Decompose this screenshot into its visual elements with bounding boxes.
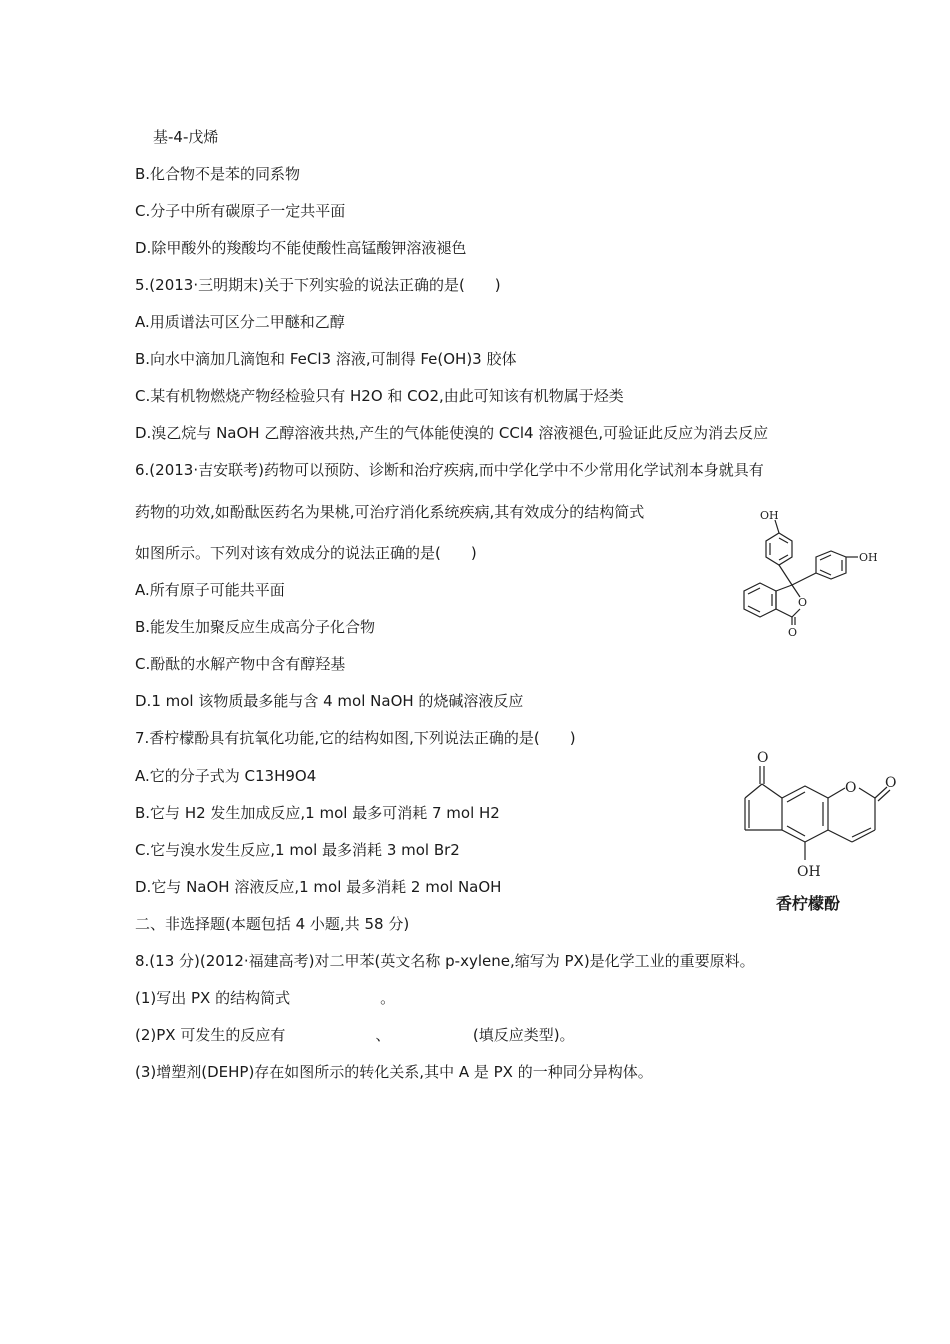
question-6: 6.(2013·吉安联考)药物可以预防、诊断和治疗疾病,而中学化学中不少常用化学试剂本身就具有 — [135, 461, 764, 479]
option-a: A.它的分子式为 C13H9O4 — [135, 767, 317, 785]
ketone-oxygen-label: O — [757, 750, 769, 766]
option-c: C.它与溴水发生反应,1 mol 最多消耗 3 mol Br2 — [135, 841, 460, 859]
option-c: C.某有机物燃烧产物经检验只有 H2O 和 CO2,由此可知该有机物属于烃类 — [135, 387, 624, 405]
section-heading: 二、非选择题(本题包括 4 小题,共 58 分) — [135, 915, 410, 933]
question-8: 8.(13 分)(2012·福建高考)对二甲苯(英文名称 p-xylene,缩写为 PX)是化学工业的重要原料。 — [135, 952, 755, 970]
option-b: B.向水中滴加几滴饱和 FeCl3 溶液,可制得 Fe(OH)3 胶体 — [135, 350, 517, 368]
hydroxyl-label: OH — [859, 551, 878, 564]
lactone-oxygen-label: O — [885, 775, 897, 791]
carbonyl-oxygen-label: O — [788, 626, 798, 639]
option-b: B.它与 H2 发生加成反应,1 mol 最多可消耗 7 mol H2 — [135, 804, 500, 822]
bergaptol-caption: 香柠檬酚 — [776, 894, 841, 913]
question-8-part-1: (1)写出 PX 的结构简式 。 — [135, 989, 396, 1007]
phenolphthalein-structure — [730, 505, 890, 645]
option-d: D.除甲酸外的羧酸均不能使酸性高锰酸钾溶液褪色 — [135, 239, 467, 257]
hydroxyl-label: OH — [760, 509, 779, 522]
option-d: D.1 mol 该物质最多能与含 4 mol NaOH 的烧碱溶液反应 — [135, 692, 524, 710]
ring-oxygen-label: O — [798, 596, 808, 609]
question-6-cont: 如图所示。下列对该有效成分的说法正确的是( ) — [135, 544, 477, 562]
option-b: B.能发生加聚反应生成高分子化合物 — [135, 618, 376, 636]
bergaptol-structure — [735, 742, 905, 882]
option-d: D.溴乙烷与 NaOH 乙醇溶液共热,产生的气体能使溴的 CCl4 溶液褪色,可验证此反应为消去反应 — [135, 424, 769, 442]
question-7: 7.香柠檬酚具有抗氧化功能,它的结构如图,下列说法正确的是( ) — [135, 729, 576, 747]
question-8-part-3: (3)增塑剂(DEHP)存在如图所示的转化关系,其中 A 是 PX 的一种同分异构体。 — [135, 1063, 653, 1081]
hydroxyl-label: OH — [797, 864, 821, 880]
option-a: A.所有原子可能共平面 — [135, 581, 285, 599]
option-b: B.化合物不是苯的同系物 — [135, 165, 301, 183]
option-d: D.它与 NaOH 溶液反应,1 mol 最多消耗 2 mol NaOH — [135, 878, 502, 896]
question-8-part-2: (2)PX 可发生的反应有 、 (填反应类型)。 — [135, 1026, 575, 1044]
option-c: C.分子中所有碳原子一定共平面 — [135, 202, 346, 220]
question-6-cont: 药物的功效,如酚酞医药名为果桃,可治疗消化系统疾病,其有效成分的结构简式 — [135, 503, 645, 521]
question-5: 5.(2013·三明期末)关于下列实验的说法正确的是( ) — [135, 276, 501, 294]
ring-oxygen-label: O — [845, 780, 857, 796]
option-c: C.酚酞的水解产物中含有醇羟基 — [135, 655, 346, 673]
text-line: 基-4-戊烯 — [153, 128, 219, 146]
option-a: A.用质谱法可区分二甲醚和乙醇 — [135, 313, 345, 331]
